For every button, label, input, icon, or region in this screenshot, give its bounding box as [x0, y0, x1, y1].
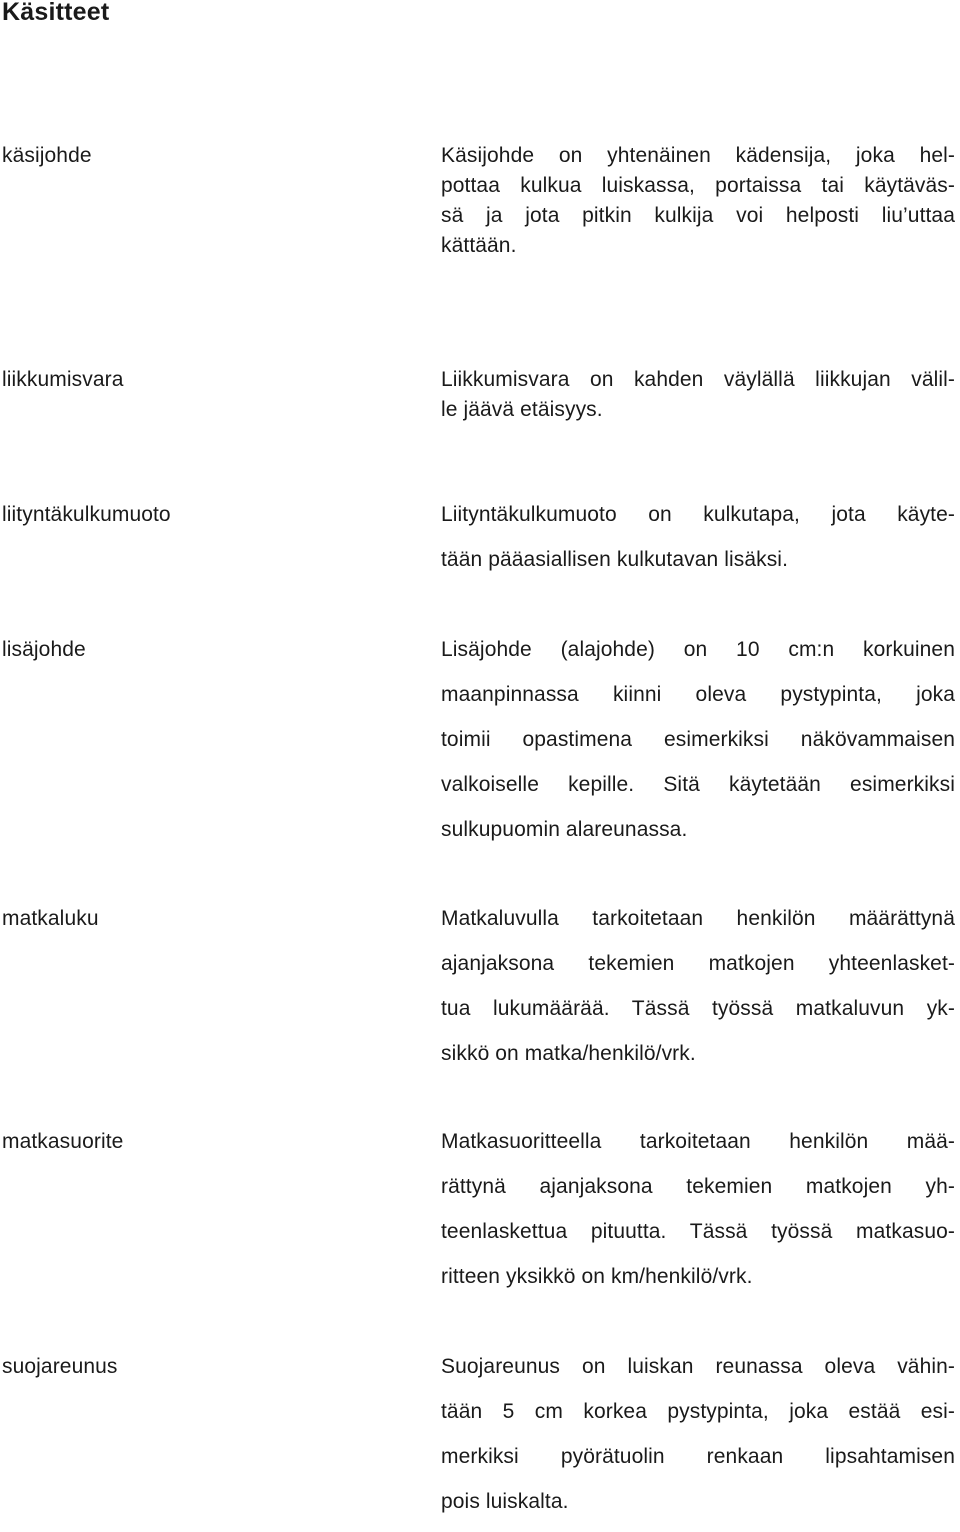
definition-line: ajanjaksona tekemien matkojen yhteenlasket- — [441, 952, 955, 975]
glossary-term: liityntäkulkumuoto — [2, 503, 171, 526]
definition-line: sikkö on matka/henkilö/vrk. — [441, 1042, 696, 1065]
definition-line: pottaa kulkua luiskassa, portaissa tai käytäväs- — [441, 174, 955, 197]
definition-line: maanpinnassa kiinni oleva pystypinta, joka — [441, 683, 955, 706]
definition-line: toimii opastimena esimerkiksi näkövammaisen — [441, 728, 955, 751]
definition-line: Lisäjohde (alajohde) on 10 cm:n korkuinen — [441, 638, 955, 661]
definition-line: sulkupuomin alareunassa. — [441, 818, 688, 841]
glossary-definition — [441, 141, 955, 261]
definition-line: tään 5 cm korkea pystypinta, joka estää esi- — [441, 1400, 955, 1423]
glossary-term: matkasuorite — [2, 1130, 124, 1153]
glossary-term: suojareunus — [2, 1355, 118, 1378]
glossary-term: matkaluku — [2, 907, 99, 930]
definition-line: rättynä ajanjaksona tekemien matkojen yh- — [441, 1175, 955, 1198]
definition-line: Liityntäkulkumuoto on kulkutapa, jota käyte- — [441, 503, 955, 526]
glossary-definition — [441, 500, 955, 590]
definition-line: ritteen yksikkö on km/henkilö/vrk. — [441, 1265, 753, 1288]
definition-line: Liikkumisvara on kahden väylällä liikkujan välil- — [441, 368, 955, 391]
glossary-term: lisäjohde — [2, 638, 86, 661]
glossary-term: liikkumisvara — [2, 368, 124, 391]
definition-line: sä ja jota pitkin kulkija voi helposti liu’uttaa — [441, 204, 955, 227]
definition-line: Käsijohde on yhtenäinen kädensija, joka hel- — [441, 144, 955, 167]
glossary-definition — [441, 904, 955, 1084]
definition-line: tään pääasiallisen kulkutavan lisäksi. — [441, 548, 788, 571]
glossary-definition — [441, 1127, 955, 1307]
definition-line: pois luiskalta. — [441, 1490, 569, 1513]
glossary-definition — [441, 635, 955, 860]
glossary-definition — [441, 365, 955, 425]
definition-line: merkiksi pyörätuolin renkaan lipsahtamisen — [441, 1445, 955, 1468]
definition-line: tua lukumäärää. Tässä työssä matkaluvun yk- — [441, 997, 955, 1020]
definition-line: teenlaskettua pituutta. Tässä työssä matkasuo- — [441, 1220, 955, 1243]
definition-line: kättään. — [441, 234, 517, 257]
definition-line: Matkasuoritteella tarkoitetaan henkilön mää- — [441, 1130, 955, 1153]
page-title: Käsitteet — [2, 0, 110, 26]
definition-line: le jäävä etäisyys. — [441, 398, 603, 421]
glossary-definition — [441, 1352, 955, 1532]
glossary-term: käsijohde — [2, 144, 92, 167]
definition-line: Matkaluvulla tarkoitetaan henkilön määrättynä — [441, 907, 955, 930]
definition-line: valkoiselle kepille. Sitä käytetään esimerkiksi — [441, 773, 955, 796]
definition-line: Suojareunus on luiskan reunassa oleva vähin- — [441, 1355, 955, 1378]
